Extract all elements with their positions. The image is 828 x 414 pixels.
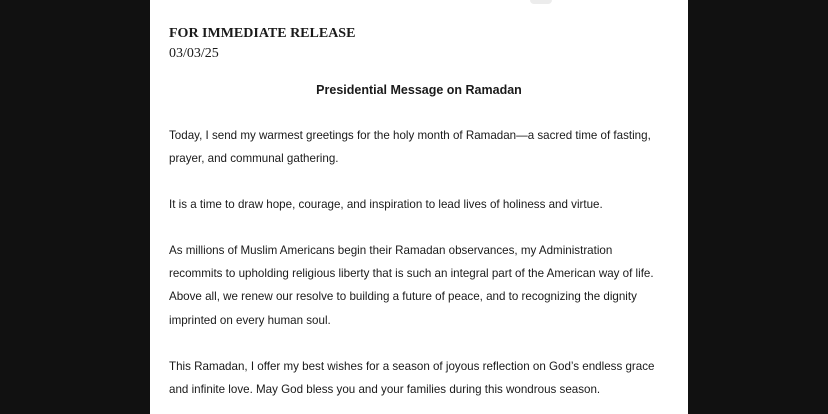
paragraph-line: imprinted on every human soul.	[169, 313, 331, 327]
paragraph-line: Today, I send my warmest greetings for the holy month of Ramadan—a sacred time of fasting,	[169, 129, 651, 142]
paragraph-line: It is a time to draw hope, courage, and inspiration to lead lives of holiness and virtue.	[169, 198, 603, 211]
paragraph-greeting	[169, 124, 669, 170]
paragraph-hope	[169, 193, 669, 216]
document-title: Presidential Message on Ramadan	[316, 83, 522, 97]
paragraph-line: recommits to upholding religious liberty that is such an integral part of the American way of life.	[169, 267, 654, 281]
paragraph-line: As millions of Muslim Americans begin their Ramadan observances, my Administration	[169, 244, 613, 257]
paragraph-religious-liberty	[169, 239, 669, 332]
paragraph-line: Above all, we renew our resolve to building a future of peace, and to recognizing the dignity	[169, 290, 637, 304]
release-date: 03/03/25	[169, 46, 219, 61]
paragraph-line: prayer, and communal gathering.	[169, 152, 339, 166]
paragraph-best-wishes	[169, 355, 669, 401]
page-edge-mark	[530, 0, 552, 4]
paragraph-line: and infinite love. May God bless you and your families during this wondrous season.	[169, 383, 601, 397]
paragraph-line: This Ramadan, I offer my best wishes for a season of joyous reflection on God’s endless grace	[169, 360, 655, 373]
release-label: FOR IMMEDIATE RELEASE	[169, 26, 356, 41]
document-page	[150, 0, 688, 414]
